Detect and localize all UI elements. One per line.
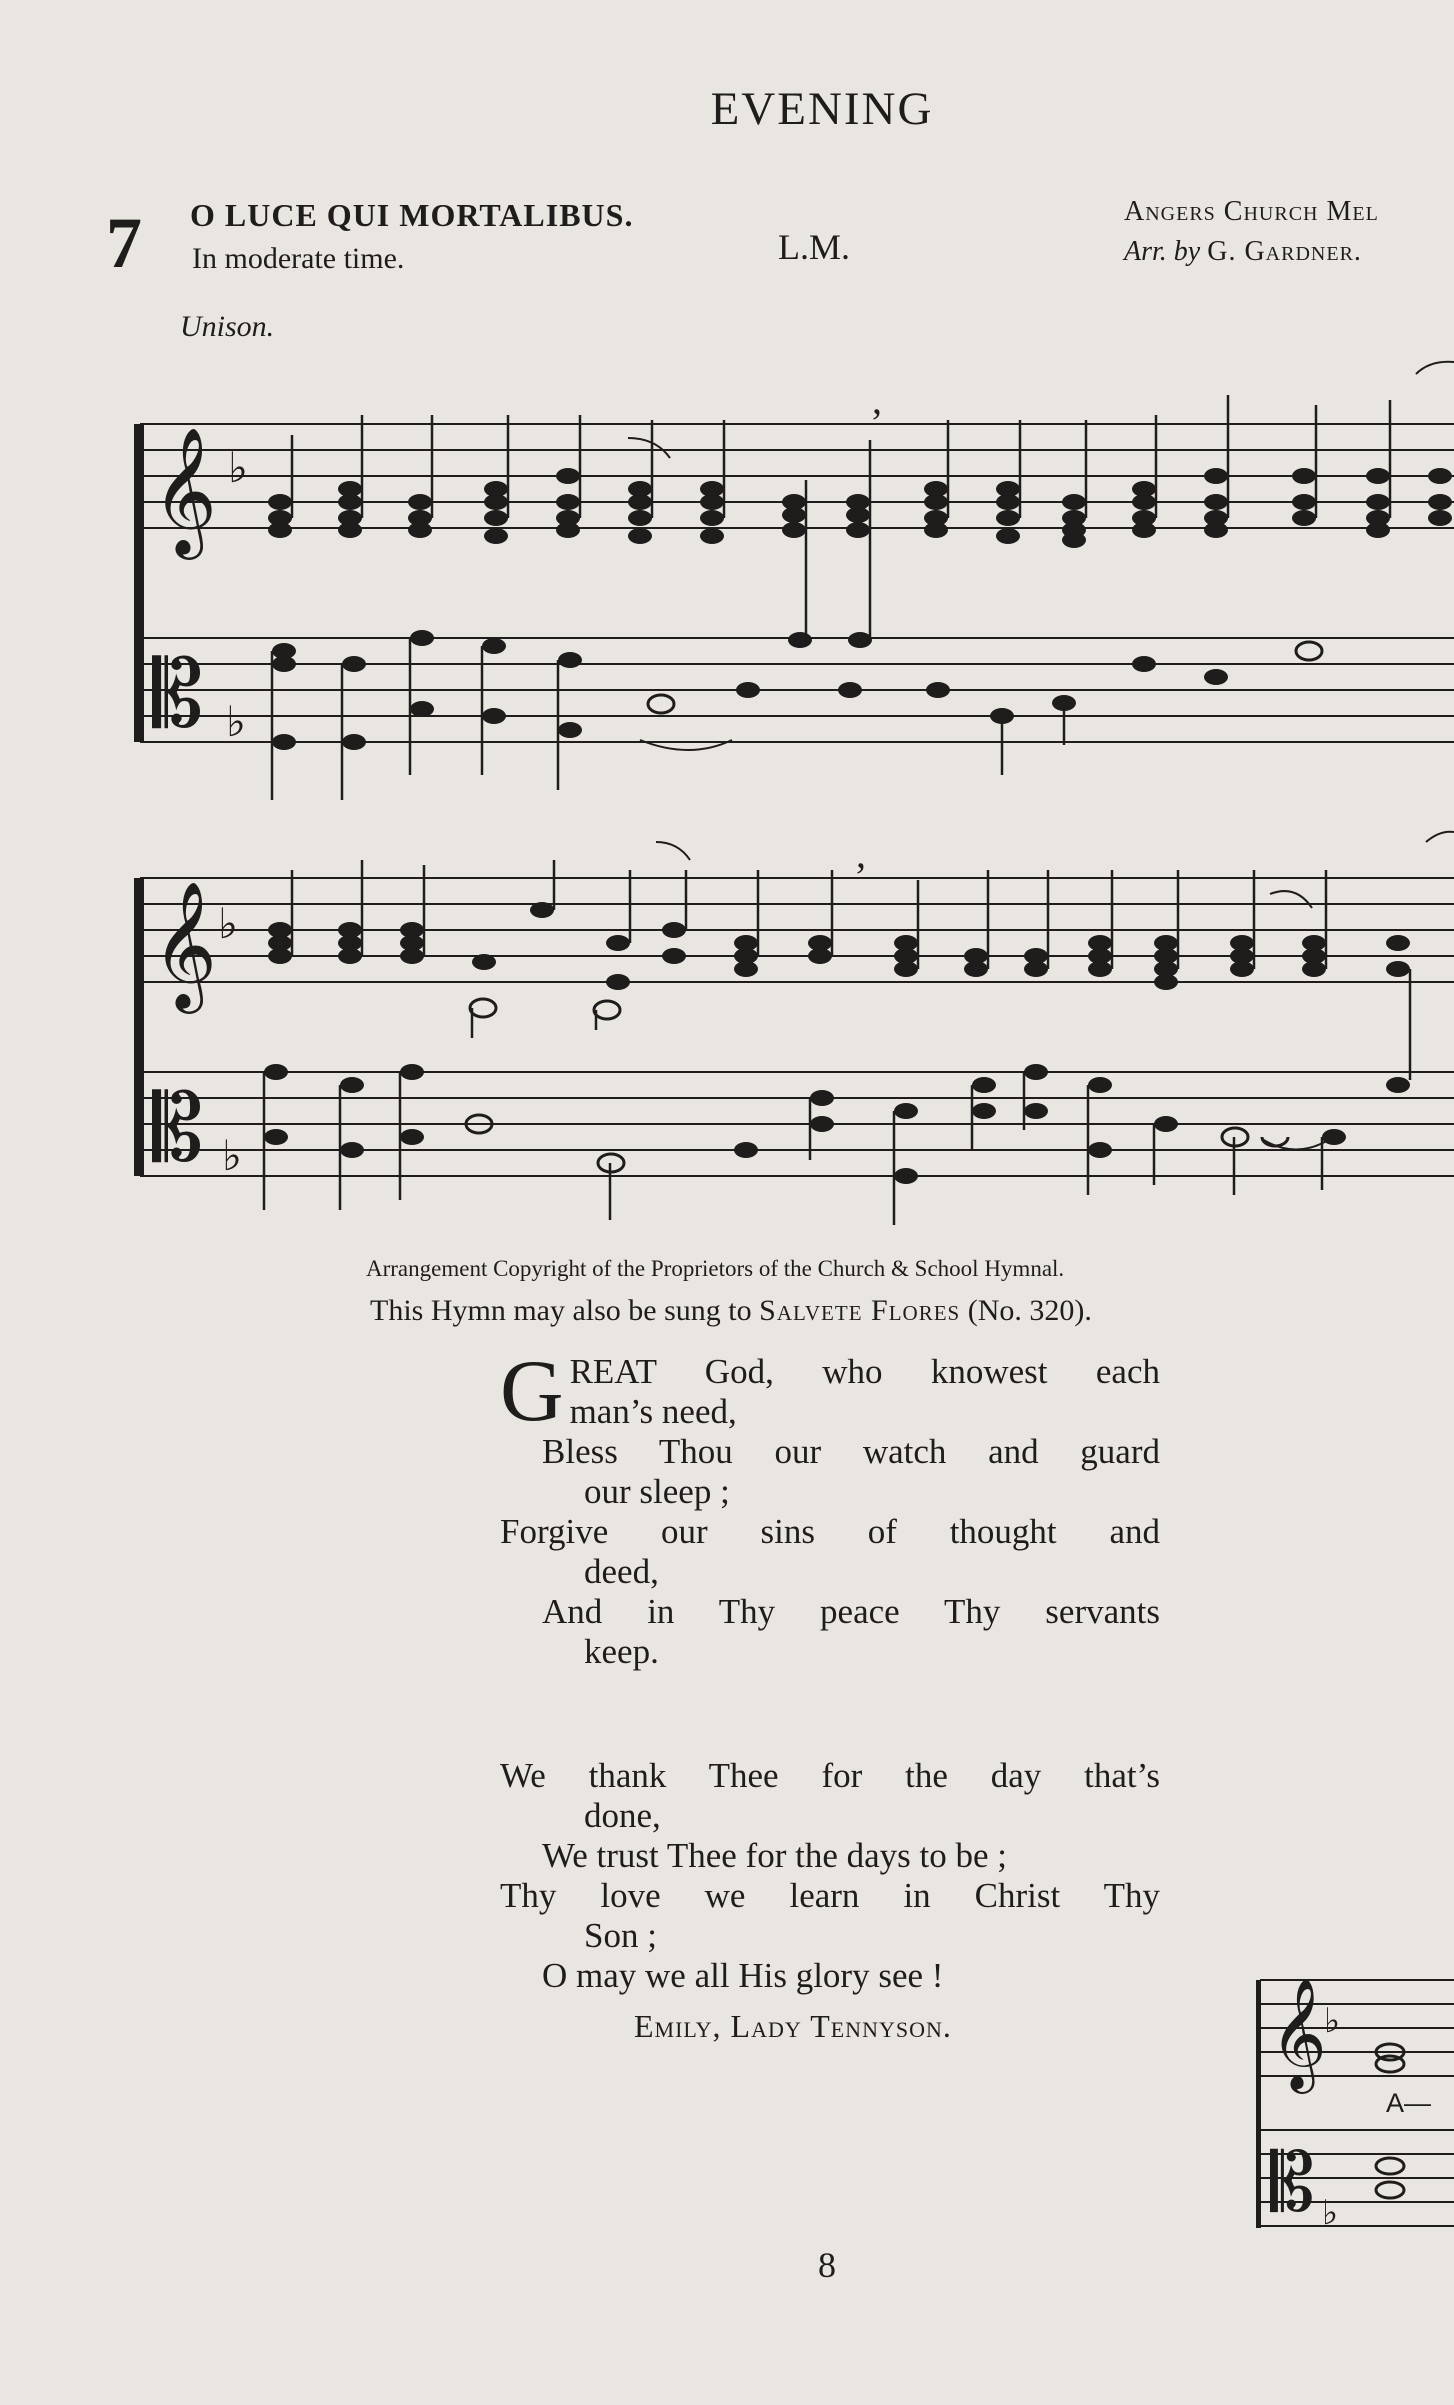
treble-clef-icon: 𝄞: [152, 884, 218, 1006]
composer-credit: Angers Church Mel: [1124, 196, 1379, 227]
verse-line: Bless Thou our watch and guard: [542, 1432, 1160, 1471]
system-2-bass-stems: [264, 1072, 1322, 1225]
system-2: [134, 832, 1454, 1225]
flat-sign: ♭: [228, 446, 248, 492]
system-1-bass-stems: [272, 638, 1064, 800]
verse-line: And in Thy peace Thy servants: [542, 1592, 1160, 1631]
system-1-bass-staff: [140, 638, 1454, 742]
alt-tune-number: (No. 320).: [967, 1294, 1092, 1327]
system-1-brace: [134, 424, 144, 742]
treble-clef-icon: 𝄞: [1270, 1980, 1327, 2087]
verse-line: Forgive our sins of thought and: [500, 1512, 1160, 1551]
amen-whole-notes: [1376, 2044, 1404, 2198]
system-2-treble-staff: [140, 878, 1454, 982]
verse-line: Thy love we learn in Christ Thy: [500, 1876, 1160, 1915]
system-1: [134, 362, 1454, 800]
amen-brace: [1256, 1980, 1261, 2228]
flat-sign: ♭: [222, 1134, 242, 1180]
amen-label: A—: [1386, 2088, 1432, 2118]
section-title: EVENING: [710, 83, 934, 135]
verse-line: O may we all His glory see !: [542, 1956, 944, 1995]
c-clef-icon: 𝄡: [152, 644, 204, 746]
arranger-prefix: Arr. by: [1124, 236, 1201, 267]
drop-cap: G: [500, 1343, 564, 1440]
verse-line: our sleep ;: [584, 1472, 730, 1511]
system-2-treble-notes: [268, 902, 1410, 990]
verse-1: [500, 1343, 1160, 1672]
verse-line: REAT God, who knowest each: [569, 1352, 1160, 1391]
verse-line: We thank Thee for the day that’s: [500, 1756, 1160, 1795]
alt-tune-prefix: This Hymn may also be sung to: [370, 1294, 752, 1327]
tune-name: O LUCE QUI MORTALIBUS.: [190, 197, 634, 233]
verse-line: keep.: [584, 1632, 659, 1671]
page-number: 8: [818, 2245, 836, 2285]
c-clef-icon: 𝄡: [1270, 2140, 1315, 2228]
flat-sign: ♭: [1322, 2195, 1339, 2232]
verse-line: Son ;: [584, 1916, 657, 1955]
verse-line: man’s need,: [569, 1392, 737, 1431]
tempo-marking: In moderate time.: [192, 242, 405, 275]
voicing-marking: Unison.: [180, 310, 275, 343]
breath-mark-icon: ’: [870, 400, 884, 445]
system-1-treble-notes: [268, 468, 1452, 548]
c-clef-icon: 𝄡: [152, 1078, 204, 1180]
treble-clef-icon: 𝄞: [152, 430, 218, 552]
flat-sign: ♭: [226, 700, 246, 746]
system-2-brace: [134, 878, 144, 1176]
verse-line: done,: [584, 1796, 661, 1835]
flat-sign: ♭: [1324, 2003, 1341, 2040]
flat-sign: ♭: [218, 902, 238, 948]
hymn-number: 7: [106, 203, 142, 283]
meter: L.M.: [778, 227, 850, 267]
hymn-author: Emily, Lady Tennyson.: [634, 2008, 952, 2044]
arranger-name: G. Gardner.: [1207, 236, 1362, 267]
system-2-treble-halfnotes: [470, 999, 620, 1019]
verse-line: We trust Thee for the days to be ;: [542, 1836, 1008, 1875]
system-2-slurs: [656, 832, 1454, 1150]
copyright-note: Arrangement Copyright of the Proprietors of the Church & School Hymnal.: [366, 1256, 1065, 1281]
alternate-tune-note: [370, 1294, 1092, 1328]
verse-2: [500, 1756, 1160, 1996]
system-2-bass-staff: [140, 1072, 1454, 1176]
verse-line: deed,: [584, 1552, 659, 1591]
breath-mark-icon: ’: [854, 854, 868, 899]
alt-tune-name: Salvete Flores: [759, 1294, 961, 1327]
